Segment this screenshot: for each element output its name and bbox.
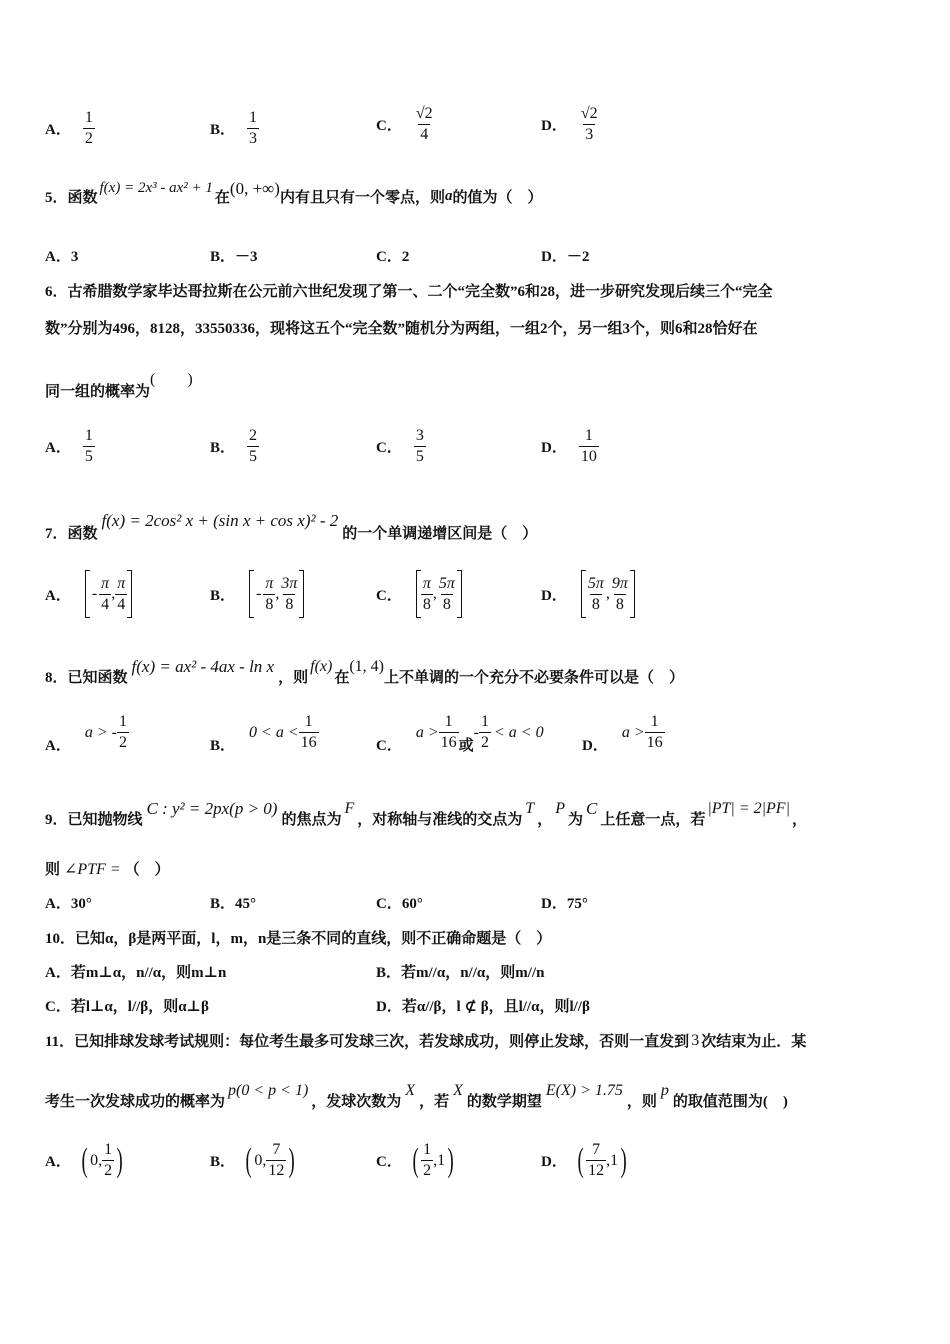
fraction: $\frac{5\pi}{8}$: [438, 574, 455, 613]
fraction: $\frac{1}{2}$: [104, 1141, 113, 1179]
q5-option-a[interactable]: A．3: [45, 249, 79, 265]
q6-line-3: 同一组的概率为 ( ): [45, 366, 193, 389]
q5-stem: 5．函数 f(x) = 2x³ - ax² + 1 在 (0, +∞) 内有且只有一个零点，则 a 的值为（ ）: [45, 178, 543, 206]
q6-line-2: 数”分别为496，8128，33550336，现将这五个“完全数”随机分为两组，一组2个，另一组3个，则6和28恰好在: [45, 321, 758, 337]
q11-line-2: 考生一次发球成功的概率为 p(0 < p < 1) ，发球次数为 X ，若 X 的数学期望 E(X) > 1.75 ，则 p 的取值范围为( ): [45, 1081, 788, 1110]
q6-option-d[interactable]: D． $\frac{1}{10}$: [541, 427, 597, 465]
fraction: $\frac{√2}{4}$: [415, 105, 433, 143]
fraction: $\frac{√2}{3}$: [580, 105, 598, 143]
q9-option-c[interactable]: C．60°: [376, 896, 423, 912]
q10-option-c[interactable]: C．若l⊥α，l//β，则α⊥β: [45, 999, 209, 1015]
fraction: $\frac{\pi}{8}$: [265, 574, 274, 613]
q9-condition: |PT| = 2|PF|: [707, 799, 790, 817]
fraction: $\frac{9\pi}{8}$: [611, 574, 628, 613]
q6-option-c[interactable]: C． $\frac{3}{5}$: [376, 427, 424, 465]
q8-option-d[interactable]: D． a > $\frac{1}{16}$: [582, 713, 663, 754]
option-label: D．: [541, 118, 567, 134]
q8-option-b[interactable]: B． 0 < a < $\frac{1}{16}$: [210, 713, 317, 754]
q9-option-b[interactable]: B．45°: [210, 896, 257, 912]
fraction: $\frac{1}{2}$: [84, 109, 93, 147]
q6-line-1: 6．古希腊数学家毕达哥拉斯在公元前六世纪发现了第一、二个“完全数”6和28，进一步研究发现后续三个“完全: [45, 284, 773, 300]
fraction: $\frac{1}{16}$: [300, 713, 317, 751]
fraction: $\frac{1}{5}$: [84, 427, 93, 465]
fraction: $\frac{1}{2}$: [480, 713, 489, 751]
fraction: $\frac{3\pi}{8}$: [281, 574, 298, 613]
fraction: $\frac{1}{2}$: [423, 1141, 432, 1179]
q7-option-d[interactable]: D． $\frac{5\pi}{8}$ , $\frac{9\pi}{8}$: [541, 570, 635, 618]
fraction: $\frac{1}{3}$: [249, 109, 258, 147]
q11-line-1: 11．已知排球发球考试规则：每位考生最多可发球三次，若发球成功，则停止发球，否则一直发到 3 次结束为止．某: [45, 1031, 807, 1050]
fraction: $\frac{1}{2}$: [118, 713, 127, 751]
q5-interval: (0, +∞): [229, 178, 280, 198]
q5-option-c[interactable]: C．2: [376, 249, 410, 265]
q10-option-d[interactable]: D．若α//β，l ⊄ β，且l//α，则l//β: [376, 999, 590, 1015]
q7-option-c[interactable]: C． $\frac{\pi}{8}$ , $\frac{5\pi}{8}$: [376, 570, 462, 618]
fraction: $\frac{1}{16}$: [646, 713, 663, 751]
q8-function: f(x) = ax² - 4ax - ln x: [131, 656, 275, 676]
q11-option-a[interactable]: A． ( 0, $\frac{1}{2}$ ): [45, 1141, 123, 1179]
q4-option-a[interactable]: [45, 108, 95, 149]
q6-option-a[interactable]: A． $\frac{1}{5}$: [45, 427, 93, 465]
q11-probability: p(0 < p < 1): [228, 1081, 309, 1099]
fraction: $\frac{3}{5}$: [415, 427, 424, 465]
q10-stem: 10．已知α，β是两平面，l，m，n是三条不同的直线，则不正确命题是（ ）: [45, 931, 552, 947]
q9-line-2: 则 ∠PTF = （ ）: [45, 860, 170, 878]
fraction: $\frac{7}{12}$: [268, 1141, 285, 1179]
fraction: $\frac{1}{10}$: [580, 427, 597, 465]
q4-option-d[interactable]: [541, 104, 600, 145]
q8-interval: (1, 4): [349, 657, 384, 675]
fraction: $\frac{5\pi}{8}$: [587, 574, 604, 613]
q5-function: f(x) = 2x³ - ax² + 1: [99, 180, 213, 196]
q6-option-b[interactable]: B． $\frac{2}{5}$: [210, 427, 258, 465]
option-label: A．: [45, 122, 71, 138]
fraction: $\frac{\pi}{8}$: [422, 574, 431, 613]
q9-option-d[interactable]: D．75°: [541, 896, 588, 912]
fraction: $\frac{\pi}{4}$: [101, 574, 110, 613]
q8-option-c[interactable]: C． a > $\frac{1}{16}$ 或 - $\frac{1}{2}$ < a < 0: [376, 713, 544, 754]
fraction: $\frac{7}{12}$: [588, 1141, 605, 1179]
q7-option-a[interactable]: A． - $\frac{\pi}{4}$ , $\frac{\pi}{4}$: [45, 570, 132, 618]
q8-stem: 8．已知函数 f(x) = ax² - 4ax - ln x ，则 f(x) 在 (1, 4) 上不单调的一个充分不必要条件可以是（ ）: [45, 656, 685, 686]
q5-option-b[interactable]: B．－3: [210, 249, 258, 265]
fraction: $\frac{1}{16}$: [440, 713, 457, 751]
q7-stem: 7．函数 f(x) = 2cos² x + (sin x + cos x)² - 2 的一个单调递增区间是（ ）: [45, 510, 538, 542]
fraction: $\frac{\pi}{4}$: [117, 574, 126, 613]
q4-option-b[interactable]: [210, 108, 259, 149]
q9-curve: C : y² = 2px(p > 0): [146, 798, 278, 818]
option-label: B．: [210, 122, 236, 138]
q11-option-b[interactable]: B． ( 0, $\frac{7}{12}$ ): [210, 1141, 296, 1179]
q4-option-c[interactable]: [376, 104, 435, 145]
answer-bracket: ( ): [150, 371, 193, 388]
q7-option-b[interactable]: B． - $\frac{\pi}{8}$ , $\frac{3\pi}{8}$: [210, 570, 304, 618]
q7-function: f(x) = 2cos² x + (sin x + cos x)² - 2: [101, 510, 339, 530]
q10-option-b[interactable]: B．若m//α，n//α，则m//n: [376, 965, 545, 981]
q11-option-d[interactable]: D． ( $\frac{7}{12}$ ,1 ): [541, 1141, 627, 1179]
fraction: $\frac{2}{5}$: [249, 427, 258, 465]
q9-stem: 9．已知抛物线 C : y² = 2px(p > 0) 的焦点为 F ，对称轴与准线的交点为 T ， P 为 C 上任意一点，若 |PT| = 2|PF| ，: [45, 798, 807, 828]
q11-expectation: E(X) > 1.75: [545, 1081, 623, 1099]
q11-option-c[interactable]: C． ( $\frac{1}{2}$ ,1 ): [376, 1141, 454, 1179]
q10-option-a[interactable]: A．若m⊥α，n//α，则m⊥n: [45, 965, 227, 981]
q9-option-a[interactable]: A．30°: [45, 896, 92, 912]
q5-option-d[interactable]: D．－2: [541, 249, 590, 265]
q8-option-a[interactable]: A． a > - $\frac{1}{2}$: [45, 713, 127, 754]
option-label: C．: [376, 118, 402, 134]
